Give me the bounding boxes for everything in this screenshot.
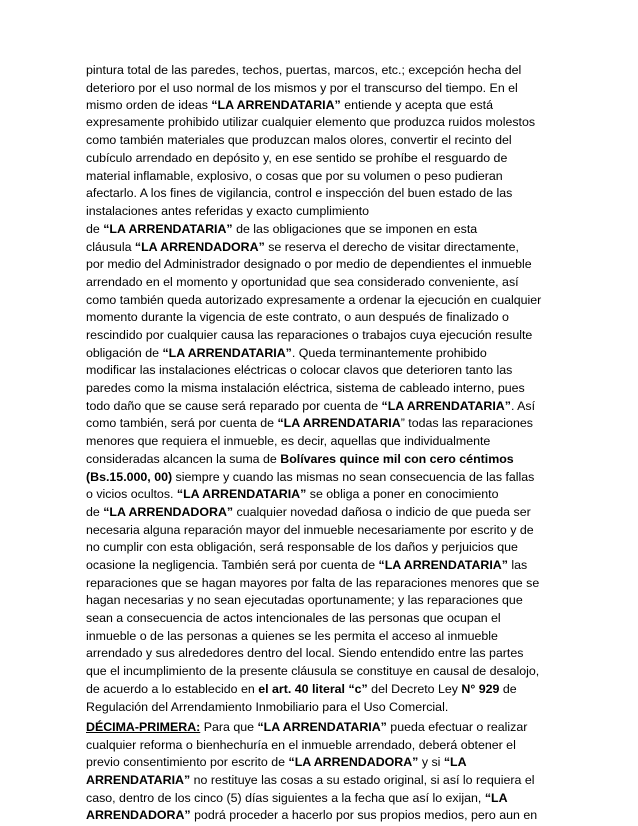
- text-span: momento durante la vigencia de este contrato, o aun después de finalizado o: [86, 310, 509, 324]
- text-line: [86, 239, 519, 257]
- text-span: las: [507, 558, 528, 572]
- text-span: cualquier reforma o bienhechuría en el inmueble arrendado, deberá obtener el: [86, 738, 516, 752]
- bold-text: “LA ARRENDATARIA”: [176, 487, 307, 501]
- text-line: [86, 150, 507, 168]
- text-line: [86, 168, 503, 186]
- text-line: [86, 790, 508, 808]
- section-heading: DÉCIMA-PRIMERA:: [86, 720, 201, 734]
- text-span: se obliga a poner en conocimiento: [306, 487, 499, 501]
- bold-text: “LA ARRENDATARIA: [277, 416, 401, 430]
- text-line: [86, 362, 512, 380]
- bold-text: “LA ARRENDADORA”: [103, 505, 234, 519]
- text-line: [86, 628, 498, 646]
- bold-text: “LA ARRENDATARIA”: [103, 222, 233, 236]
- bold-text: “LA: [484, 791, 508, 805]
- text-line: [86, 380, 525, 398]
- text-span: o vicios ocultos.: [86, 487, 177, 501]
- text-span: Regulación del Arrendamiento Inmobiliario para el Uso Comercial.: [86, 700, 449, 714]
- text-line: [86, 610, 501, 628]
- text-line: [86, 807, 537, 825]
- text-line: [86, 592, 523, 610]
- text-line: [86, 772, 535, 790]
- text-line: [86, 80, 518, 98]
- text-line: [86, 469, 534, 487]
- text-span: expresamente prohibido utilizar cualquier elemento que produzca ruidos molestos: [86, 115, 536, 129]
- bold-text: el art. 40 literal “c”: [258, 682, 368, 696]
- text-line: [86, 681, 517, 699]
- text-line: [86, 398, 535, 416]
- text-line: [86, 292, 541, 310]
- text-span: siempre y cuando las mismas no sean consecuencia de las fallas: [172, 470, 535, 484]
- text-span: instalaciones antes referidas y exacto cumplimiento: [86, 204, 370, 218]
- text-span: inmueble o de las personas a quienes se les permita el acceso al inmueble: [86, 629, 498, 643]
- text-line: [86, 754, 467, 772]
- text-span: . Queda terminantemente prohibido: [291, 346, 487, 360]
- text-span: cualquier novedad dañosa o indicio de que pueda ser: [233, 505, 531, 519]
- text-line: [86, 132, 512, 150]
- text-line: [86, 645, 523, 663]
- text-span: consideradas alcancen la suma de: [86, 452, 281, 466]
- text-span: Para que: [200, 720, 258, 734]
- text-span: no restituye las cosas a su estado original, si así lo requiera el: [190, 773, 535, 787]
- text-line: [86, 114, 535, 132]
- text-span: pueda efectuar o realizar: [386, 720, 528, 734]
- text-span: ” todas las reparaciones: [400, 416, 533, 430]
- text-span: caso, dentro de los cinco (5) días siguientes a la fecha que así lo exijan,: [86, 791, 485, 805]
- text-line: [86, 62, 521, 80]
- bold-text: “LA ARRENDATARIA”: [211, 98, 341, 112]
- text-span: del Decreto Ley: [367, 682, 462, 696]
- text-span: . Así: [510, 399, 536, 413]
- text-line: [86, 719, 527, 737]
- text-span: de: [86, 505, 104, 519]
- text-line: [86, 737, 516, 755]
- text-span: y si: [418, 755, 444, 769]
- text-span: todo daño que se cause será reparado por cuenta de: [86, 399, 382, 413]
- text-line: [86, 522, 534, 540]
- text-span: menores que requiera el inmueble, es decir, aquellas que individualmente: [86, 434, 491, 448]
- text-span: arrendado en el momento y oportunidad que sea considerado conveniente, así: [86, 275, 519, 289]
- text-span: como también materiales que produzcan malos olores, convertir el recinto del: [86, 133, 512, 147]
- text-line: [86, 221, 477, 239]
- text-line: [86, 256, 532, 274]
- text-line: [86, 203, 369, 221]
- bold-text: “LA ARRENDADORA”: [288, 755, 419, 769]
- text-line: [86, 575, 539, 593]
- text-line: [86, 486, 499, 504]
- bold-text: “LA ARRENDATARIA”: [378, 558, 508, 572]
- text-line: [86, 327, 532, 345]
- text-span: por medio del Administrador designado o por medio de dependientes el inmueble: [86, 257, 532, 271]
- text-line: [86, 504, 531, 522]
- text-span: ocasione la negligencia. También será por cuenta de: [86, 558, 379, 572]
- text-span: cubículo arrendado en depósito y, en ese sentido se prohíbe el resguardo de: [86, 151, 508, 165]
- bold-text: “LA: [443, 755, 467, 769]
- text-span: reparaciones que se hagan mayores por falta de las reparaciones menores que se: [86, 576, 540, 590]
- text-span: arrendado y sus alrededores dentro del local. Siendo entendido entre las partes: [86, 646, 524, 660]
- text-span: afectarlo. A los fines de vigilancia, control e inspección del buen estado de las: [86, 186, 513, 200]
- text-span: de: [86, 222, 104, 236]
- text-span: mismo orden de ideas: [86, 98, 212, 112]
- text-span: hagan necesarias y no sean ejecutadas oportunamente; y las reparaciones que: [86, 593, 523, 607]
- text-line: [86, 415, 533, 433]
- text-span: obligación de: [86, 346, 163, 360]
- text-span: pintura total de las paredes, techos, puertas, marcos, etc.; excepción hecha del: [86, 63, 522, 77]
- text-span: modificar las instalaciones eléctricas o colocar clavos que deterioren tanto las: [86, 363, 513, 377]
- bold-text: “LA ARRENDADORA”: [134, 240, 265, 254]
- bold-text: N° 929: [461, 682, 500, 696]
- text-span: sean a consecuencia de actos intencionales de las personas que ocupan el: [86, 611, 501, 625]
- text-line: [86, 97, 493, 115]
- text-line: [86, 185, 512, 203]
- text-span: que el incumplimiento de la presente cláusula se constituye en causal de desalojo,: [86, 664, 540, 678]
- text-span: podrá proceder a hacerlo por sus propios medios, pero aun en: [190, 808, 538, 822]
- text-span: como también queda autorizado expresamente a ordenar la ejecución en cualquier: [86, 293, 542, 307]
- text-span: entiende y acepta que está: [340, 98, 494, 112]
- bold-text: ARRENDATARIA”: [86, 773, 191, 787]
- text-line: [86, 451, 514, 469]
- bold-text: Bolívares quince mil con cero céntimos: [280, 452, 514, 466]
- bold-text: “LA ARRENDATARIA”: [381, 399, 511, 413]
- text-line: [86, 345, 487, 363]
- text-line: [86, 699, 448, 717]
- text-span: de las obligaciones que se imponen en esta: [232, 222, 478, 236]
- text-line: [86, 274, 519, 292]
- text-span: de: [499, 682, 517, 696]
- text-span: rescindido por cualquier causa las reparaciones o trabajos cuya ejecución resulte: [86, 328, 533, 342]
- bold-text: (Bs.15.000, 00): [86, 470, 173, 484]
- text-line: [86, 309, 509, 327]
- text-line: [86, 663, 539, 681]
- text-span: de acuerdo a lo establecido en: [86, 682, 259, 696]
- text-span: previo consentimiento por escrito de: [86, 755, 289, 769]
- bold-text: “LA ARRENDATARIA”: [162, 346, 292, 360]
- text-span: no cumplir con esta obligación, será responsable de los daños y perjuicios que: [86, 540, 518, 554]
- bold-text: “LA ARRENDATARIA”: [257, 720, 387, 734]
- text-span: como también, será por cuenta de: [86, 416, 278, 430]
- text-span: necesaria alguna reparación mayor del inmueble necesariamente por escrito y de: [86, 523, 534, 537]
- text-line: [86, 557, 527, 575]
- text-span: se reserva el derecho de visitar directamente,: [264, 240, 519, 254]
- text-span: material inflamable, explosivo, o cosas que por su volumen o peso pudieran: [86, 169, 503, 183]
- text-line: [86, 539, 518, 557]
- text-span: deterioro por el uso normal de los mismos y por el transcurso del tiempo. En el: [86, 81, 518, 95]
- text-span: cláusula: [86, 240, 135, 254]
- text-span: paredes como la misma instalación eléctrica, sistema de cableado interno, pues: [86, 381, 525, 395]
- text-line: [86, 433, 490, 451]
- bold-text: ARRENDADORA”: [86, 808, 191, 822]
